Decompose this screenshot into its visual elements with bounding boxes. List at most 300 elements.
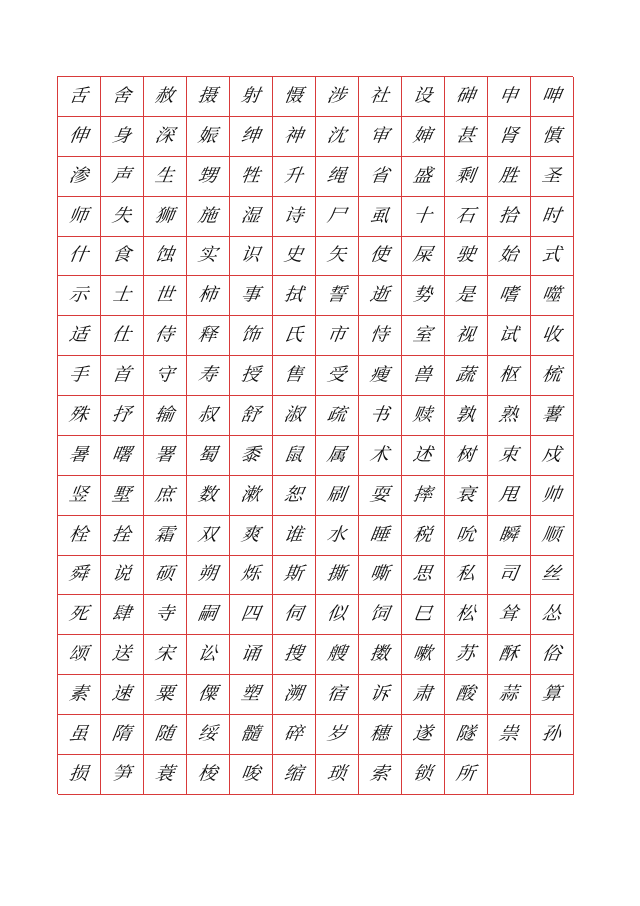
grid-cell	[359, 197, 402, 237]
character: 素	[68, 683, 91, 705]
character: 深	[154, 125, 177, 147]
character: 硕	[154, 564, 177, 585]
grid-cell	[359, 516, 402, 556]
character: 庶	[154, 484, 177, 506]
character: 四	[240, 603, 263, 625]
grid-cell	[316, 77, 359, 117]
grid-cell	[187, 675, 230, 715]
character: 碎	[283, 723, 306, 745]
grid-cell	[488, 316, 531, 356]
character: 梭	[197, 763, 220, 785]
grid-cell	[230, 476, 273, 516]
character: 恃	[369, 324, 392, 346]
character: 什	[68, 245, 91, 266]
grid-cell	[445, 556, 488, 596]
character: 伸	[68, 125, 91, 147]
character: 肾	[498, 125, 521, 147]
grid-cell	[488, 476, 531, 516]
grid-cell	[230, 316, 273, 356]
character: 娠	[197, 125, 220, 147]
character: 恕	[283, 484, 306, 506]
grid-cell	[101, 396, 144, 436]
character: 拾	[498, 205, 521, 227]
grid-cell	[58, 436, 101, 476]
character: 升	[283, 165, 306, 187]
character: 仕	[111, 324, 134, 346]
character: 送	[111, 643, 134, 665]
grid-cell	[187, 117, 230, 157]
character: 束	[498, 444, 521, 466]
character: 唆	[240, 763, 263, 785]
character: 祟	[498, 723, 521, 745]
grid-cell	[402, 516, 445, 556]
grid-cell	[316, 436, 359, 476]
grid-cell	[359, 117, 402, 157]
character: 拴	[111, 524, 134, 546]
grid-cell	[488, 276, 531, 316]
grid-cell	[273, 476, 316, 516]
character: 受	[326, 364, 349, 386]
character: 食	[111, 245, 134, 266]
character: 遂	[412, 723, 435, 745]
character: 噬	[541, 284, 564, 306]
grid-cell	[230, 556, 273, 596]
grid-cell	[488, 595, 531, 635]
character: 砷	[455, 85, 478, 107]
grid-cell	[531, 356, 574, 396]
character: 狮	[154, 205, 177, 227]
grid-cell	[187, 77, 230, 117]
character: 刷	[326, 484, 349, 506]
grid-cell	[402, 556, 445, 596]
character: 黍	[240, 444, 263, 466]
character: 私	[455, 564, 478, 585]
character: 双	[197, 524, 220, 546]
character: 使	[369, 245, 392, 266]
character: 蜀	[197, 444, 220, 466]
grid-cell	[144, 197, 187, 237]
grid-cell	[230, 276, 273, 316]
grid-cell	[316, 316, 359, 356]
grid-cell	[273, 157, 316, 197]
grid-cell	[359, 595, 402, 635]
grid-cell	[230, 516, 273, 556]
character: 缩	[283, 763, 306, 785]
character: 署	[154, 444, 177, 466]
grid-cell	[402, 675, 445, 715]
grid-cell	[402, 635, 445, 675]
grid-cell	[144, 436, 187, 476]
grid-cell	[531, 316, 574, 356]
character: 酥	[498, 643, 521, 665]
character: 蔬	[455, 364, 478, 386]
character: 税	[412, 524, 435, 546]
grid-cell	[273, 675, 316, 715]
character: 绥	[197, 723, 220, 745]
grid-cell	[445, 396, 488, 436]
character: 守	[154, 364, 177, 386]
character: 施	[197, 205, 220, 227]
grid-cell	[230, 675, 273, 715]
character: 售	[283, 364, 306, 386]
character: 帅	[541, 484, 564, 506]
character: 逝	[369, 284, 392, 306]
character: 怂	[541, 603, 564, 625]
character: 石	[455, 205, 478, 227]
grid-cell	[316, 356, 359, 396]
character: 似	[326, 603, 349, 625]
character: 孰	[455, 404, 478, 426]
grid-cell	[488, 755, 531, 795]
character: 蒜	[498, 683, 521, 705]
character: 审	[369, 125, 392, 147]
character: 述	[412, 444, 435, 466]
grid-cell	[58, 635, 101, 675]
character: 甩	[498, 484, 521, 506]
grid-cell	[101, 117, 144, 157]
grid-cell	[58, 595, 101, 635]
grid-cell	[359, 77, 402, 117]
character: 始	[498, 245, 521, 266]
grid-cell	[531, 556, 574, 596]
character: 是	[455, 284, 478, 306]
grid-cell	[445, 715, 488, 755]
character: 侍	[154, 324, 177, 346]
character: 所	[455, 763, 478, 785]
grid-cell	[402, 755, 445, 795]
grid-cell	[402, 77, 445, 117]
practice-grid	[57, 76, 573, 794]
character: 诉	[369, 683, 392, 705]
character: 索	[369, 763, 392, 785]
character: 孙	[541, 723, 564, 745]
grid-cell	[187, 237, 230, 277]
grid-cell	[445, 476, 488, 516]
character: 渗	[68, 165, 91, 187]
grid-cell	[58, 157, 101, 197]
character: 嗽	[412, 643, 435, 665]
character: 隧	[455, 723, 478, 745]
grid-cell	[445, 755, 488, 795]
character: 髓	[240, 723, 263, 745]
grid-cell	[531, 77, 574, 117]
character: 失	[111, 205, 134, 227]
character: 松	[455, 603, 478, 625]
character: 抒	[111, 404, 134, 426]
grid-cell	[230, 755, 273, 795]
grid-cell	[445, 157, 488, 197]
grid-cell	[359, 715, 402, 755]
character: 薯	[541, 404, 564, 426]
character: 竖	[68, 484, 91, 506]
character: 墅	[111, 484, 134, 506]
character: 漱	[240, 484, 263, 506]
grid-cell	[445, 635, 488, 675]
grid-cell	[187, 595, 230, 635]
grid-cell	[359, 237, 402, 277]
character: 十	[412, 205, 435, 227]
character: 肆	[111, 603, 134, 625]
character: 俗	[541, 643, 564, 665]
grid-cell	[101, 237, 144, 277]
character: 试	[498, 324, 521, 346]
grid-cell	[273, 436, 316, 476]
character: 授	[240, 364, 263, 386]
grid-cell	[359, 436, 402, 476]
grid-cell	[359, 755, 402, 795]
character: 士	[111, 284, 134, 306]
character: 湿	[240, 205, 263, 227]
character: 甚	[455, 125, 478, 147]
character: 尸	[326, 205, 349, 227]
character: 嘶	[369, 564, 392, 585]
grid-cell	[488, 157, 531, 197]
grid-cell	[273, 77, 316, 117]
character: 史	[283, 245, 306, 266]
grid-cell	[58, 356, 101, 396]
grid-cell	[531, 476, 574, 516]
grid-cell	[187, 436, 230, 476]
character: 誓	[326, 284, 349, 306]
character: 擞	[369, 643, 392, 665]
grid-cell	[488, 396, 531, 436]
grid-cell	[445, 516, 488, 556]
character: 饲	[369, 603, 392, 625]
grid-cell	[316, 197, 359, 237]
character: 收	[541, 324, 564, 346]
grid-cell	[445, 595, 488, 635]
character: 拭	[283, 284, 306, 306]
character: 溯	[283, 683, 306, 705]
grid-cell	[144, 276, 187, 316]
character: 社	[369, 85, 392, 107]
grid-cell	[402, 237, 445, 277]
character: 视	[455, 324, 478, 346]
grid-cell	[144, 755, 187, 795]
character: 酸	[455, 683, 478, 705]
character: 穗	[369, 723, 392, 745]
character: 剩	[455, 165, 478, 187]
grid-cell	[445, 117, 488, 157]
character: 兽	[412, 364, 435, 386]
character: 睡	[369, 524, 392, 546]
grid-cell	[101, 316, 144, 356]
character: 岁	[326, 723, 349, 745]
grid-cell	[402, 595, 445, 635]
grid-cell	[316, 476, 359, 516]
character: 丝	[541, 564, 564, 585]
grid-cell	[230, 77, 273, 117]
character: 讼	[197, 643, 220, 665]
character: 淑	[283, 404, 306, 426]
grid-cell	[316, 117, 359, 157]
grid-cell	[359, 356, 402, 396]
grid-cell	[101, 476, 144, 516]
grid-cell	[101, 436, 144, 476]
grid-cell	[316, 595, 359, 635]
character: 搜	[283, 643, 306, 665]
character: 疏	[326, 404, 349, 426]
grid-cell	[187, 316, 230, 356]
grid-cell	[316, 237, 359, 277]
character: 笋	[111, 763, 134, 785]
character: 隋	[111, 723, 134, 745]
grid-cell	[144, 516, 187, 556]
grid-cell	[101, 755, 144, 795]
character: 锁	[412, 763, 435, 785]
character: 蓑	[154, 763, 177, 785]
grid-cell	[531, 396, 574, 436]
grid-cell	[359, 276, 402, 316]
character: 颂	[68, 643, 91, 665]
grid-cell	[101, 595, 144, 635]
character: 顺	[541, 524, 564, 546]
character: 室	[412, 324, 435, 346]
grid-cell	[316, 157, 359, 197]
character: 僳	[197, 683, 220, 705]
grid-cell	[402, 436, 445, 476]
character: 氏	[283, 324, 306, 346]
character: 赦	[154, 85, 177, 107]
character: 舒	[240, 404, 263, 426]
character: 势	[412, 284, 435, 306]
character: 肃	[412, 683, 435, 705]
grid-cell	[273, 635, 316, 675]
grid-cell	[101, 675, 144, 715]
grid-cell	[58, 675, 101, 715]
character: 苏	[455, 643, 478, 665]
grid-cell	[273, 516, 316, 556]
grid-cell	[144, 635, 187, 675]
grid-cell	[273, 715, 316, 755]
grid-cell	[58, 556, 101, 596]
grid-cell	[230, 436, 273, 476]
grid-cell	[187, 157, 230, 197]
character: 塑	[240, 683, 263, 705]
grid-cell	[58, 715, 101, 755]
grid-cell	[230, 197, 273, 237]
grid-cell	[101, 556, 144, 596]
character: 斯	[283, 564, 306, 585]
character: 戍	[541, 444, 564, 466]
character: 鼠	[283, 444, 306, 466]
grid-cell	[359, 396, 402, 436]
character: 绳	[326, 165, 349, 187]
grid-cell	[402, 197, 445, 237]
grid-cell	[187, 197, 230, 237]
character: 巳	[412, 603, 435, 625]
character: 谁	[283, 524, 306, 546]
grid-cell	[230, 117, 273, 157]
grid-cell	[316, 755, 359, 795]
character: 寺	[154, 603, 177, 625]
grid-cell	[273, 556, 316, 596]
character: 枢	[498, 364, 521, 386]
character: 随	[154, 723, 177, 745]
character: 伺	[283, 603, 306, 625]
character: 申	[498, 85, 521, 107]
grid-cell	[316, 556, 359, 596]
grid-cell	[316, 276, 359, 316]
character: 司	[498, 564, 521, 585]
grid-cell	[359, 316, 402, 356]
character: 沈	[326, 125, 349, 147]
grid-cell	[488, 556, 531, 596]
character: 诗	[283, 205, 306, 227]
grid-cell	[144, 675, 187, 715]
character: 耍	[369, 484, 392, 506]
character: 舍	[111, 85, 134, 107]
grid-cell	[273, 237, 316, 277]
character: 虱	[369, 205, 392, 227]
character: 梳	[541, 364, 564, 386]
grid-cell	[144, 157, 187, 197]
grid-cell	[230, 237, 273, 277]
character: 耸	[498, 603, 521, 625]
character: 识	[240, 245, 263, 266]
character: 手	[68, 364, 91, 386]
grid-cell	[445, 675, 488, 715]
grid-cell	[402, 157, 445, 197]
character: 损	[68, 763, 91, 785]
grid-cell	[359, 635, 402, 675]
character: 速	[111, 683, 134, 705]
grid-cell	[488, 436, 531, 476]
grid-cell	[144, 77, 187, 117]
character: 瘦	[369, 364, 392, 386]
character: 霜	[154, 524, 177, 546]
grid-cell	[488, 77, 531, 117]
character: 树	[455, 444, 478, 466]
grid-cell	[445, 197, 488, 237]
character: 市	[326, 324, 349, 346]
grid-cell	[273, 276, 316, 316]
character: 属	[326, 444, 349, 466]
character: 算	[541, 683, 564, 705]
grid-cell	[402, 276, 445, 316]
grid-cell	[273, 197, 316, 237]
grid-cell	[101, 516, 144, 556]
grid-cell	[316, 715, 359, 755]
character: 设	[412, 85, 435, 107]
grid-cell	[230, 635, 273, 675]
grid-cell	[101, 157, 144, 197]
character: 说	[111, 564, 134, 585]
character: 慑	[283, 85, 306, 107]
character: 衰	[455, 484, 478, 506]
grid-cell	[144, 396, 187, 436]
character: 琐	[326, 763, 349, 785]
grid-cell	[187, 356, 230, 396]
character: 死	[68, 603, 91, 625]
grid-cell	[230, 356, 273, 396]
character: 寿	[197, 364, 220, 386]
character: 甥	[197, 165, 220, 187]
grid-cell	[58, 396, 101, 436]
character: 宋	[154, 643, 177, 665]
grid-cell	[488, 635, 531, 675]
grid-cell	[359, 556, 402, 596]
grid-cell	[273, 595, 316, 635]
grid-cell	[531, 715, 574, 755]
grid-cell	[58, 755, 101, 795]
grid-cell	[531, 237, 574, 277]
grid-cell	[316, 396, 359, 436]
character: 艘	[326, 643, 349, 665]
grid-cell	[187, 276, 230, 316]
grid-cell	[531, 516, 574, 556]
grid-cell	[445, 316, 488, 356]
